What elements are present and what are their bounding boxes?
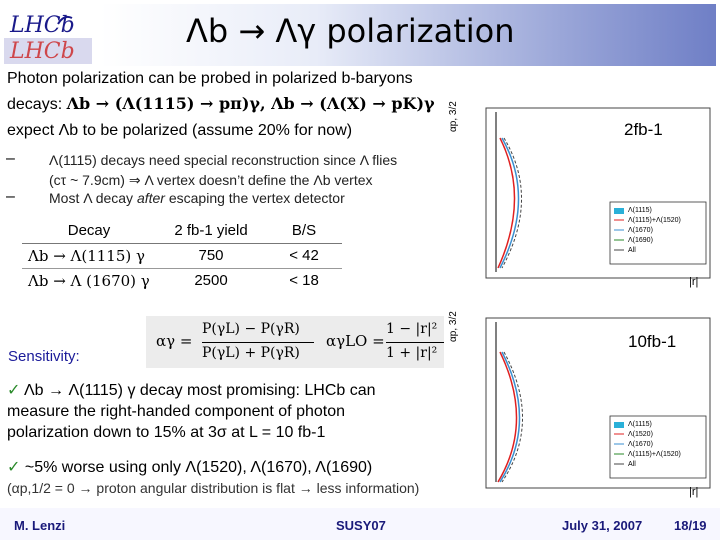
plot-2fb — [444, 102, 716, 292]
table-cell-yield: 2500 — [194, 272, 228, 290]
bullet-marker-1: – — [6, 150, 15, 167]
checkmark-icon: ✓ — [7, 382, 21, 399]
check-item-1-line-3: polarization down to 15% at 3σ at L = 10 fb-1 — [7, 424, 326, 441]
intro-line-3: expect Λb to be polarized (assume 20% for now) — [7, 122, 353, 139]
bullet-2-emphasis: after — [136, 190, 165, 206]
formula-numerator-1: P(γL) − P(γR) — [202, 321, 300, 337]
bullet-2-prefix: Most Λ decay — [49, 190, 134, 206]
decay-formula: Λb → (Λ(1115) → pπ)γ, Λb → (Λ(X) → pK)γ — [66, 94, 435, 113]
legend-item: All — [628, 247, 636, 254]
legend-item: Λ(1115) — [628, 207, 652, 214]
table-cell-decay: Λb → Λ(1115) γ — [22, 243, 156, 268]
plot-top-legend — [628, 206, 681, 256]
plot-top-y-axis-label: αp, 3/2 — [448, 101, 459, 132]
svg-text:LHCb: LHCb — [10, 39, 75, 64]
table-cell-decay: Λb → Λ (1670) γ — [28, 271, 150, 290]
plot-top-luminosity-label: 2fb-1 — [624, 120, 663, 139]
table-header-bs: B/S — [266, 218, 342, 243]
formula-denominator-2: 1 + |r|² — [386, 345, 438, 361]
lhcb-logo — [4, 10, 96, 66]
plot-bottom-legend — [628, 420, 681, 470]
legend-item: Λ(1670) — [628, 441, 653, 448]
formula-box — [146, 316, 464, 368]
check-item-2 — [7, 457, 372, 477]
plot-bottom-y-axis-label: αp, 3/2 — [448, 311, 459, 342]
bullet-marker-2: – — [6, 188, 15, 205]
footer-page-number: 18/19 — [674, 518, 707, 533]
page-title: Λb → Λγ polarization — [186, 12, 515, 50]
table-header-decay: Decay — [22, 218, 156, 243]
formula-denominator-1: P(γL) + P(γR) — [202, 345, 300, 361]
footer-date: July 31, 2007 — [562, 518, 643, 533]
legend-item: All — [628, 461, 636, 468]
legend-item: Λ(1115) — [628, 421, 652, 428]
table-row — [22, 268, 342, 293]
table-header-yield: 2 fb-1 yield — [156, 218, 266, 243]
table-row — [22, 243, 342, 268]
bullet-2-suffix: escaping the vertex detector — [168, 190, 345, 206]
formula-numerator-2: 1 − |r|² — [386, 321, 438, 337]
table-header-row — [22, 218, 342, 243]
intro-line-2 — [7, 94, 435, 114]
legend-item: Λ(1115)+Λ(1520) — [628, 451, 681, 458]
bullet-1-line-1: Λ(1115) decays need special reconstruction since Λ flies — [49, 152, 398, 168]
table-cell-bs: < 42 — [266, 243, 342, 268]
intro-line-1: Photon polarization can be probed in polarized b-baryons — [7, 70, 413, 87]
plot-bottom-x-axis-label: |r| — [689, 486, 699, 498]
formula-lhs-1: αγ = — [156, 332, 193, 350]
checkmark-icon: ✓ — [7, 459, 21, 476]
bullet-1-line-2: (cτ ~ 7.9cm) ⇒ Λ vertex doesn’t define the Λb vertex — [49, 172, 373, 188]
table-cell-yield: 750 — [156, 243, 266, 268]
footer-conference: SUSY07 — [336, 518, 386, 533]
table-cell-bs: < 18 — [289, 272, 319, 290]
formula-lhs-2: αγLO = — [326, 332, 385, 350]
plot-10fb — [444, 312, 716, 502]
sensitivity-label: Sensitivity: — [8, 348, 80, 365]
footer-author: M. Lenzi — [14, 518, 66, 533]
decay-table — [22, 218, 342, 293]
legend-item: Λ(1670) — [628, 227, 653, 234]
check-1-text: Λb → Λ(1115) γ decay most promising: LHCb can — [23, 382, 376, 399]
intro-line-2-prefix: decays: — [7, 96, 63, 113]
fraction-line-1 — [202, 342, 314, 343]
check-2-text: ~5% worse using only Λ(1520), Λ(1670), Λ(1690) — [24, 459, 373, 476]
legend-item: Λ(1520) — [628, 431, 653, 438]
svg-text:LHCb: LHCb — [10, 13, 75, 38]
plot-top-x-axis-label: |r| — [689, 276, 699, 288]
check-item-1-line-2: measure the right-handed component of photon — [7, 403, 346, 420]
legend-item: Λ(1115)+Λ(1520) — [628, 217, 681, 224]
legend-item: Λ(1690) — [628, 237, 653, 244]
plot-bottom-luminosity-label: 10fb-1 — [628, 332, 677, 351]
check-item-1-line-1 — [7, 380, 376, 400]
bullet-2 — [49, 190, 345, 206]
footnote: (αp,1/2 = 0 → proton angular distribution is flat → less information) — [7, 480, 420, 496]
